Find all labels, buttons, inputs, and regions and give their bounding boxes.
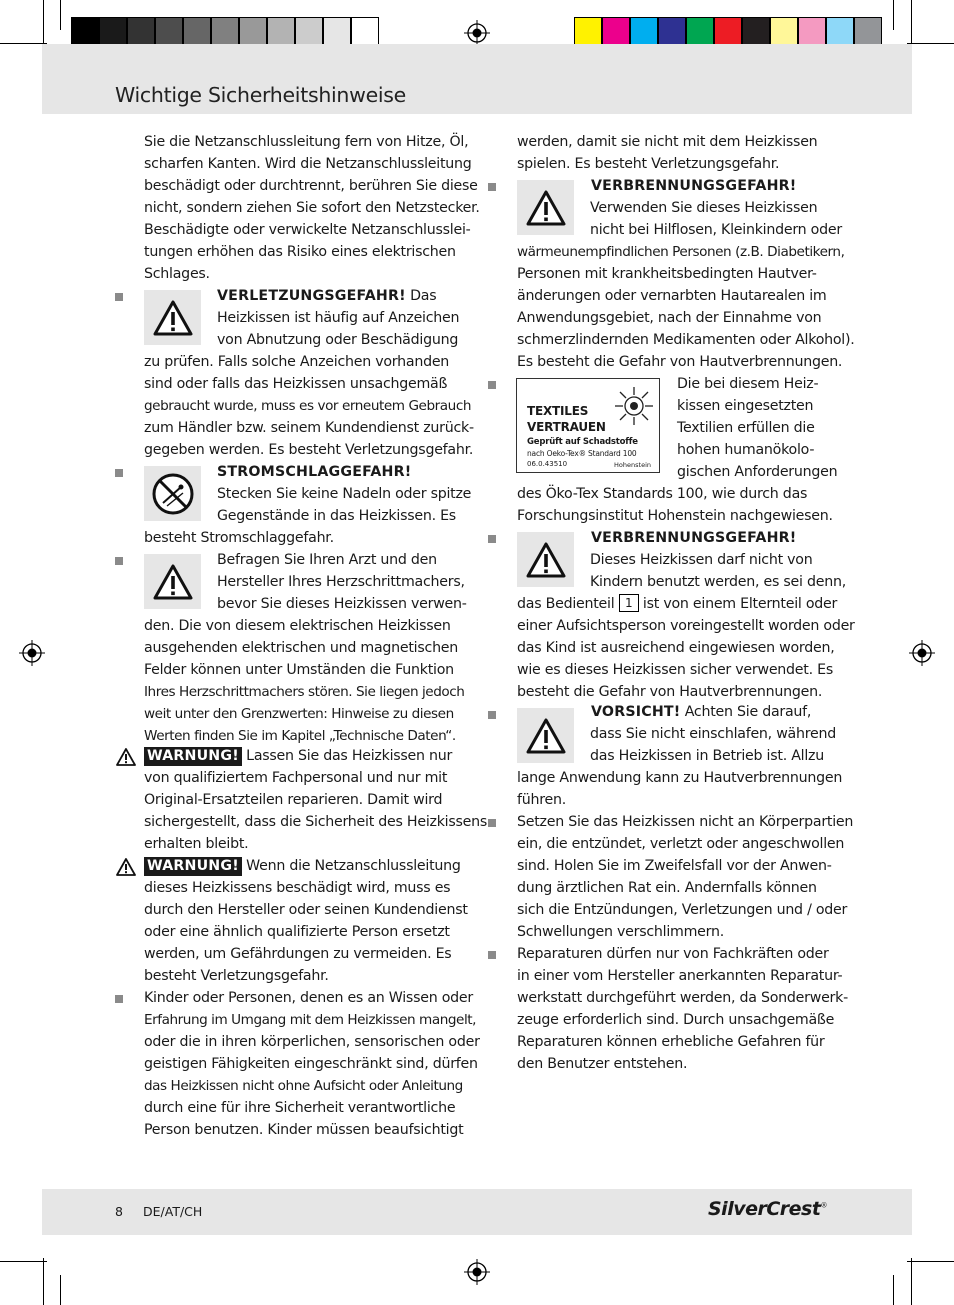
text-line: änderungen oder vernarbten Hautarealen im [517, 288, 827, 304]
text-line: Beschädigte oder verwickelte Netzanschlusslei- [144, 222, 471, 238]
bullet-marker [115, 995, 123, 1003]
color-swatch [295, 17, 323, 46]
hazard-heading: VERLETZUNGSGEFAHR! [217, 288, 406, 304]
color-swatch [798, 17, 826, 46]
text-line: das Heizkissen in Betrieb ist. Allzu [590, 748, 824, 764]
text-line: sind oder falls das Heizkissen unsachgemäß [144, 376, 448, 392]
text-line: führen. [517, 792, 566, 808]
warning-triangle-icon [144, 554, 201, 609]
text-line: Felder können unter Umständen die Funktion [144, 662, 454, 678]
color-swatch [742, 17, 770, 46]
text-line: Kinder oder Personen, denen es an Wissen oder [144, 990, 473, 1006]
stromschlaggefahr-heading-line [217, 461, 411, 483]
text-line: Die bei diesem Heiz- [677, 376, 819, 392]
text-line: den Benutzer entstehen. [517, 1056, 688, 1072]
crop-mark [60, 1275, 61, 1305]
text-line: in einer vom Hersteller anerkannten Reparatur- [517, 968, 843, 984]
text-line: einer Aufsichtsperson voreingestellt worden oder [517, 618, 855, 634]
registration-mark-icon [909, 640, 935, 666]
warning-triangle-icon [144, 290, 201, 345]
text-line: erhalten bleibt. [144, 836, 249, 852]
vorsicht-heading-line: VORSICHT! Achten Sie darauf, [591, 704, 812, 720]
warning-triangle-icon [517, 532, 574, 587]
warning-badge: WARNUNG! [144, 747, 242, 766]
text-line: sichergestellt, dass die Sicherheit des Heizkissens [144, 814, 488, 830]
warning-line: WARNUNG! Wenn die Netzanschlussleitung [144, 855, 461, 877]
text-line: Werten finden Sie im Kapitel „Technische Daten“. [144, 728, 456, 744]
color-swatch [630, 17, 658, 46]
bullet-marker [488, 381, 496, 389]
verletzungsgefahr-heading-line: VERLETZUNGSGEFAHR! Das [217, 288, 437, 304]
color-swatch [854, 17, 882, 46]
text-line: den. Die von diesem elektrischen Heizkissen [144, 618, 451, 634]
text-line: Forschungsinstitut Hohenstein nachgewiesen. [517, 508, 833, 524]
oeko-label-line4: nach Oeko-Tex® Standard 100 [527, 449, 637, 458]
color-swatch [574, 17, 602, 46]
text-line: sind. Holen Sie im Zweifelsfall vor der Anwen- [517, 858, 832, 874]
registration-mark-icon [464, 1259, 490, 1285]
text-line: ausgehenden elektrischen und magnetischen [144, 640, 459, 656]
text-line: Person benutzen. Kinder müssen beaufsichtigt [144, 1122, 464, 1138]
process-color-bar [574, 17, 882, 46]
color-swatch [127, 17, 155, 46]
bullet-marker [488, 711, 496, 719]
text-line: Stecken Sie keine Nadeln oder spitze [217, 486, 472, 502]
text-line: kissen eingesetzten [677, 398, 814, 414]
text-line: Befragen Sie Ihren Arzt und den [217, 552, 437, 568]
bullet-marker [115, 557, 123, 565]
color-swatch [239, 17, 267, 46]
text-line: dung ärztlichen Rat ein. Andernfalls können [517, 880, 817, 896]
bullet-marker [115, 469, 123, 477]
text-line: Setzen Sie das Heizkissen nicht an Körperpartien [517, 814, 854, 830]
text-line: Textilien erfüllen die [677, 420, 815, 436]
color-swatch [351, 17, 379, 46]
bullet-marker [488, 951, 496, 959]
text-line: Hersteller Ihres Herzschrittmachers, [217, 574, 465, 590]
registration-mark-icon [464, 20, 490, 46]
warning-triangle-icon [517, 708, 574, 763]
text-line: oder eine ähnlich qualifizierte Person ersetzt [144, 924, 450, 940]
text-line: werden, damit sie nicht mit dem Heizkissen [517, 134, 818, 150]
text-line: sich die Entzündungen, Verletzungen und / oder [517, 902, 848, 918]
hazard-heading: VORSICHT! [591, 704, 681, 720]
text-line: Gegenstände in das Heizkissen. Es [217, 508, 456, 524]
text-line: Erfahrung im Umgang mit dem Heizkissen mangelt, [144, 1012, 477, 1028]
color-swatch [71, 17, 99, 46]
warning-triangle-icon [116, 858, 136, 876]
text-line: durch den Hersteller oder seinen Kundendienst [144, 902, 468, 918]
text-line: zeuge erforderlich sind. Durch unsachgemäße [517, 1012, 835, 1028]
text-line: werden, um Gefährdungen zu vermeiden. Es [144, 946, 452, 962]
text-line: tungen erhöhen das Risiko eines elektrischen [144, 244, 456, 260]
color-swatch [99, 17, 127, 46]
bullet-marker [115, 293, 123, 301]
color-swatch [183, 17, 211, 46]
text-line: von qualifiziertem Fachpersonal und nur mit [144, 770, 448, 786]
crop-mark [893, 0, 894, 30]
text-line: Anwendungsgebiet, nach der Einnahme von [517, 310, 822, 326]
text-line: nicht bei Hilflosen, Kleinkindern oder [590, 222, 842, 238]
text-line: oder die in ihren körperlichen, sensorischen oder [144, 1034, 480, 1050]
bullet-marker [488, 183, 496, 191]
text-line: zum Händler bzw. seinem Kundendienst zurück- [144, 420, 474, 436]
text-line: das Kind ist ausreichend eingewiesen worden, [517, 640, 835, 656]
text-line: Reparaturen können erhebliche Gefahren für [517, 1034, 825, 1050]
text-line: lange Anwendung kann zu Hautverbrennungen [517, 770, 843, 786]
registration-mark-icon [19, 640, 45, 666]
oeko-label-code: 06.0.43510 [527, 460, 568, 468]
oeko-tex-emblem-icon [613, 385, 655, 427]
text-line: ein, die entzündet, verletzt oder angeschwollen [517, 836, 845, 852]
color-swatch [267, 17, 295, 46]
text-line: Sie die Netzanschlussleitung fern von Hitze, Öl, [144, 134, 469, 150]
text-line: werkstatt durchgeführt werden, da Sonderwerk- [517, 990, 848, 1006]
text-line: Personen mit krankheitsbedingten Hautver- [517, 266, 817, 282]
text-line: wie es dieses Heizkissen sicher verwendet. Es [517, 662, 833, 678]
crop-mark [43, 0, 44, 47]
text-line: schmerzlindernden Medikamenten oder Alkohol). [517, 332, 855, 348]
text-line: besteht die Gefahr von Hautverbrennungen. [517, 684, 823, 700]
crop-mark [0, 1261, 47, 1262]
text-line: scharfen Kanten. Wird die Netzanschlussleitung [144, 156, 472, 172]
color-swatch [770, 17, 798, 46]
verbrennungsgefahr-heading-line [591, 527, 796, 549]
text-line: weit unter den Grenzwerten: Hinweise zu diesen [144, 706, 454, 722]
text-line: gischen Anforderungen [677, 464, 838, 480]
text-line: besteht Verletzungsgefahr. [144, 968, 329, 984]
no-needles-icon [144, 466, 201, 521]
text-line: bevor Sie dieses Heizkissen verwen- [217, 596, 467, 612]
oeko-label-line2: VERTRAUEN [527, 420, 606, 434]
crop-mark [893, 1275, 894, 1305]
warning-line: WARNUNG! Lassen Sie das Heizkissen nur [144, 745, 452, 767]
color-swatch [658, 17, 686, 46]
text-line: hohen humanökolo- [677, 442, 815, 458]
text-line: beschädigt oder durchtrennt, berühren Sie diese [144, 178, 478, 194]
color-swatch [323, 17, 351, 46]
text-line: geistigen Fähigkeiten eingeschränkt sind, dürfen [144, 1056, 478, 1072]
control-unit-line: das Bedienteil 1 ist von einem Elternteil oder [517, 596, 838, 612]
verbrennungsgefahr-heading-line [591, 175, 796, 197]
color-swatch [602, 17, 630, 46]
crop-mark [907, 1261, 954, 1262]
text-line: von Abnutzung oder Beschädigung [217, 332, 459, 348]
text-line: des Öko-Tex Standards 100, wie durch das [517, 486, 808, 502]
color-swatch [211, 17, 239, 46]
text-line: Verwenden Sie dieses Heizkissen [590, 200, 818, 216]
text-line: zu prüfen. Falls solche Anzeichen vorhanden [144, 354, 450, 370]
text-line: Original-Ersatzteilen reparieren. Damit wird [144, 792, 443, 808]
hazard-heading: STROMSCHLAGGEFAHR! [217, 464, 412, 480]
text-line: durch eine für ihre Sicherheit verantwortliche [144, 1100, 456, 1116]
crop-mark [43, 1258, 44, 1305]
color-swatch [686, 17, 714, 46]
crop-mark [911, 1258, 912, 1305]
text-line: besteht Stromschlaggefahr. [144, 530, 334, 546]
text-line: Ihres Herzschrittmachers stören. Sie liegen jedoch [144, 684, 465, 700]
hazard-heading: VERBRENNUNGSGEFAHR! [591, 178, 797, 194]
control-unit-reference: 1 [619, 594, 639, 612]
oeko-label-institute: Hohenstein [614, 461, 651, 469]
oeko-tex-label [516, 378, 660, 473]
page-title: Wichtige Sicherheitshinweise [115, 83, 406, 107]
text-line: dieses Heizkissens beschädigt wird, muss es [144, 880, 451, 896]
crop-mark [911, 0, 912, 47]
text-line: gebraucht wurde, muss es vor erneutem Gebrauch [144, 398, 472, 414]
text-line: Es besteht die Gefahr von Hautverbrennungen. [517, 354, 843, 370]
region-code: DE/AT/CH [143, 1204, 203, 1219]
warning-triangle-icon [517, 180, 574, 235]
grayscale-color-bar [71, 17, 379, 46]
text-line: wärmeunempfindlichen Personen (z.B. Diabetikern, [517, 244, 845, 260]
text-line: Schlages. [144, 266, 210, 282]
text-line: Schwellungen verschlimmern. [517, 924, 724, 940]
text-line: dass Sie nicht einschlafen, während [590, 726, 836, 742]
text-line: nicht, sondern ziehen Sie sofort den Netzstecker. [144, 200, 480, 216]
warning-badge: WARNUNG! [144, 857, 242, 876]
bullet-marker [488, 819, 496, 827]
warning-triangle-icon [116, 748, 136, 766]
color-swatch [155, 17, 183, 46]
text-line: das Heizkissen nicht ohne Aufsicht oder Anleitung [144, 1078, 463, 1094]
bullet-marker [488, 535, 496, 543]
oeko-label-line3: Geprüft auf Schadstoffe [527, 437, 638, 447]
text-line: Dieses Heizkissen darf nicht von [590, 552, 813, 568]
color-swatch [826, 17, 854, 46]
text-line: Heizkissen ist häufig auf Anzeichen [217, 310, 460, 326]
text-line: spielen. Es besteht Verletzungsgefahr. [517, 156, 780, 172]
text-line: Kindern benutzt werden, es sei denn, [590, 574, 846, 590]
crop-mark [60, 0, 61, 30]
text-line: gegeben werden. Es besteht Verletzungsgefahr. [144, 442, 474, 458]
brand-logo: SilverCrest® [708, 1198, 827, 1220]
crop-mark [0, 43, 47, 44]
crop-mark [907, 43, 954, 44]
hazard-heading: VERBRENNUNGSGEFAHR! [591, 530, 797, 546]
page-number: 8 [115, 1204, 123, 1219]
text-line: Reparaturen dürfen nur von Fachkräften oder [517, 946, 829, 962]
oeko-label-line1: TEXTILES [527, 404, 589, 418]
color-swatch [714, 17, 742, 46]
